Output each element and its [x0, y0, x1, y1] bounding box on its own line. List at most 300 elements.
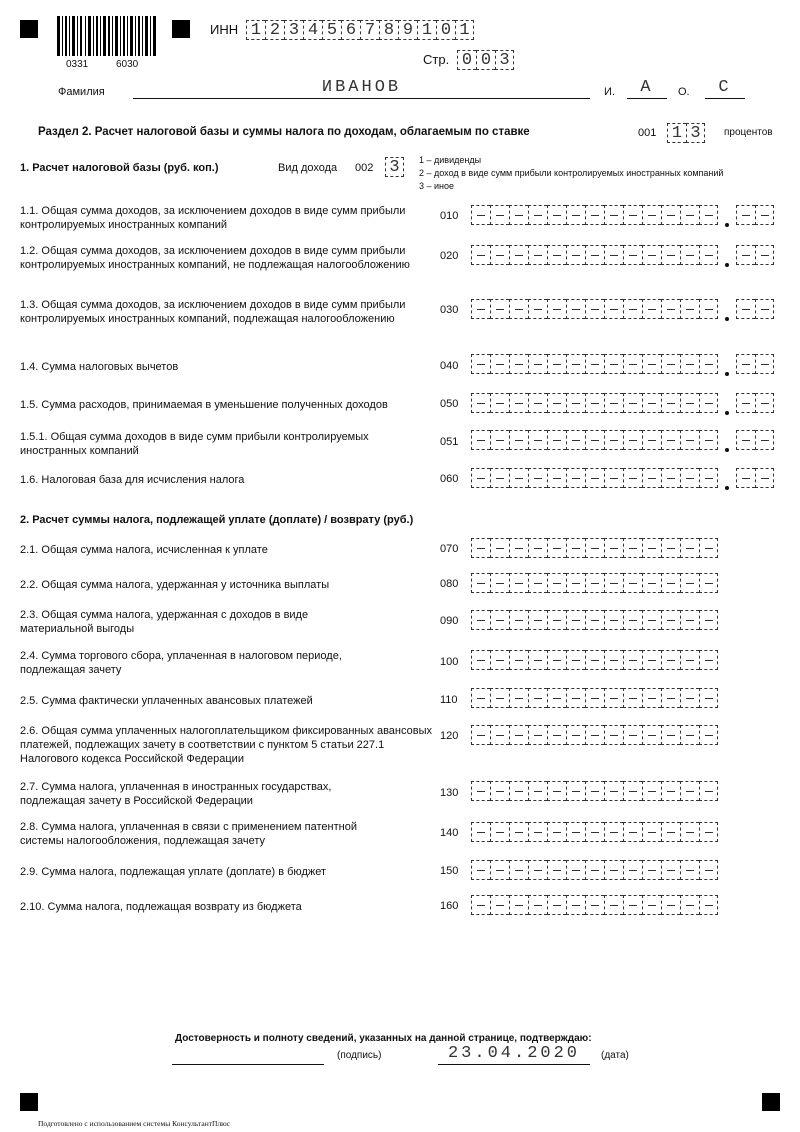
amount-field-160[interactable]	[471, 895, 718, 915]
amount-field-060[interactable]	[471, 468, 774, 488]
digit-cell	[604, 822, 623, 842]
date-value: 23.04.2020	[447, 1044, 581, 1063]
digit-cell	[585, 822, 604, 842]
inn-digit: 7	[360, 20, 379, 40]
digit-cell	[642, 688, 661, 708]
section-title: Раздел 2. Расчет налоговой базы и суммы налога по доходам, облагаемым по ставке	[38, 126, 530, 138]
digit-cell	[528, 538, 547, 558]
digit-cell	[623, 393, 642, 413]
amount-field-070[interactable]	[471, 538, 718, 558]
amount-field-120[interactable]	[471, 725, 718, 745]
rubles-cells	[471, 205, 718, 225]
digit-cell	[604, 299, 623, 319]
digit-cell	[623, 610, 642, 630]
digit-cell	[755, 430, 774, 450]
digit-cell	[528, 299, 547, 319]
digit-cell	[642, 393, 661, 413]
amount-field-040[interactable]	[471, 354, 774, 374]
amount-field-130[interactable]	[471, 781, 718, 801]
digit-cell	[604, 354, 623, 374]
digit-cell	[490, 245, 509, 265]
digit-cell	[547, 468, 566, 488]
page-number-field[interactable]	[457, 50, 514, 70]
digit-cell	[755, 354, 774, 374]
inn-digit: 4	[303, 20, 322, 40]
digit-cell	[509, 610, 528, 630]
digit-cell	[699, 538, 718, 558]
digit-cell	[661, 538, 680, 558]
amount-field-050[interactable]	[471, 393, 774, 413]
inn-digit: 5	[322, 20, 341, 40]
digit-cell	[736, 205, 755, 225]
row-code-160: 160	[440, 900, 459, 912]
digit-cell	[736, 393, 755, 413]
rate-unit: процентов	[724, 127, 773, 138]
digit-cell	[509, 430, 528, 450]
digit-cell	[623, 650, 642, 670]
digit-cell	[528, 610, 547, 630]
digit-cell	[471, 781, 490, 801]
digit-cell	[528, 430, 547, 450]
digit-cell	[566, 781, 585, 801]
digit-cell	[490, 299, 509, 319]
barcode-number-left: 0331	[66, 59, 89, 70]
row-label-150: 2.9. Сумма налога, подлежащая уплате (доплате) в бюджет	[20, 866, 327, 878]
rubles-cells	[471, 688, 718, 708]
rubles-cells	[471, 468, 718, 488]
digit-cell	[642, 430, 661, 450]
digit-cell	[547, 860, 566, 880]
digit-cell	[623, 299, 642, 319]
initial-i-field[interactable]	[627, 78, 667, 99]
digit-cell	[585, 205, 604, 225]
part1-title: 1. Расчет налоговой базы (руб. коп.)	[20, 162, 219, 174]
digit-cell	[566, 393, 585, 413]
digit-cell	[680, 725, 699, 745]
digit-cell	[680, 245, 699, 265]
digit-cell	[604, 860, 623, 880]
digit-cell	[661, 860, 680, 880]
amount-field-051[interactable]	[471, 430, 774, 450]
digit-cell	[699, 205, 718, 225]
amount-field-110[interactable]	[471, 688, 718, 708]
digit-cell	[528, 860, 547, 880]
page-digit: 0	[457, 50, 476, 70]
row-code-070: 070	[440, 543, 459, 555]
row-label-040: 1.4. Сумма налоговых вычетов	[20, 361, 179, 373]
digit-cell	[736, 468, 755, 488]
digit-cell	[755, 205, 774, 225]
digit-cell	[566, 538, 585, 558]
digit-cell	[642, 245, 661, 265]
digit-cell	[471, 538, 490, 558]
digit-cell	[699, 573, 718, 593]
digit-cell	[547, 393, 566, 413]
digit-cell	[528, 781, 547, 801]
digit-cell	[509, 781, 528, 801]
digit-cell	[471, 245, 490, 265]
digit-cell	[566, 354, 585, 374]
initial-i-label: И.	[604, 86, 615, 98]
initial-o-label: О.	[678, 86, 690, 98]
digit-cell	[680, 688, 699, 708]
digit-cell	[566, 299, 585, 319]
digit-cell	[661, 688, 680, 708]
digit-cell	[604, 895, 623, 915]
kopecks-cells	[736, 430, 774, 450]
digit-cell	[755, 468, 774, 488]
digit-cell	[509, 299, 528, 319]
digit-cell	[547, 430, 566, 450]
digit-cell	[585, 354, 604, 374]
decimal-point	[718, 393, 736, 413]
kopecks-cells	[736, 354, 774, 374]
digit-cell	[585, 860, 604, 880]
income-type-field[interactable]	[385, 157, 404, 177]
rubles-cells	[471, 610, 718, 630]
digit-cell	[566, 822, 585, 842]
digit-cell	[661, 573, 680, 593]
digit-cell	[547, 725, 566, 745]
digit-cell	[471, 895, 490, 915]
kopecks-cells	[736, 468, 774, 488]
digit-cell	[680, 781, 699, 801]
inn-digit: 1	[246, 20, 265, 40]
digit-cell	[699, 430, 718, 450]
initial-o-field[interactable]	[705, 78, 745, 99]
digit-cell	[509, 393, 528, 413]
digit-cell	[471, 688, 490, 708]
digit-cell	[604, 573, 623, 593]
digit-cell	[604, 393, 623, 413]
digit-cell	[661, 299, 680, 319]
digit-cell	[547, 205, 566, 225]
amount-field-100[interactable]	[471, 650, 718, 670]
digit-cell	[623, 205, 642, 225]
rubles-cells	[471, 860, 718, 880]
digit-cell	[623, 822, 642, 842]
digit-cell	[547, 299, 566, 319]
row-code-090: 090	[440, 615, 459, 627]
row-label-010: 1.1. Общая сумма доходов, за исключением доходов в виде сумм прибыли контролируемых иностранных компаний	[20, 205, 406, 231]
digit-cell	[490, 822, 509, 842]
rubles-cells	[471, 299, 718, 319]
digit-cell	[661, 725, 680, 745]
row-label-030: 1.3. Общая сумма доходов, за исключением доходов в виде сумм прибыли контролируемых иностранных компаний, подлежащая налогообложению	[20, 299, 406, 325]
digit-cell	[680, 650, 699, 670]
digit-cell	[547, 895, 566, 915]
row-label-120: 2.6. Общая сумма уплаченных налогоплательщиком фиксированных авансовых платежей, подлежащих зачету в соответствии с пунктом 5 статьи 227.1 Налогового кодекса Российской Федерации	[20, 725, 432, 765]
amount-field-020[interactable]	[471, 245, 774, 265]
digit-cell	[509, 822, 528, 842]
digit-cell	[528, 393, 547, 413]
digit-cell	[699, 860, 718, 880]
digit-cell	[699, 650, 718, 670]
digit-cell	[623, 895, 642, 915]
row-label-080: 2.2. Общая сумма налога, удержанная у источника выплаты	[20, 579, 330, 591]
digit-cell	[585, 688, 604, 708]
digit-cell	[661, 822, 680, 842]
surname-value: ИВАНОВ	[321, 78, 402, 97]
amount-field-080[interactable]	[471, 573, 718, 593]
digit-cell	[528, 354, 547, 374]
kopecks-cells	[736, 393, 774, 413]
digit-cell	[604, 538, 623, 558]
income-type-label: Вид дохода	[278, 162, 338, 174]
digit-cell	[490, 205, 509, 225]
digit-cell	[509, 650, 528, 670]
inn-digit: 0	[436, 20, 455, 40]
digit-cell	[471, 725, 490, 745]
rubles-cells	[471, 725, 718, 745]
rate-digit: 1	[667, 123, 686, 143]
rate-digit: 3	[686, 123, 705, 143]
digit-cell	[661, 430, 680, 450]
rubles-cells	[471, 538, 718, 558]
row-code-110: 110	[440, 694, 458, 706]
digit-cell	[471, 573, 490, 593]
signature-label: (подпись)	[337, 1050, 382, 1061]
digit-cell	[490, 725, 509, 745]
rubles-cells	[471, 822, 718, 842]
digit-cell	[604, 688, 623, 708]
digit-cell	[585, 650, 604, 670]
digit-cell	[490, 860, 509, 880]
digit-cell	[585, 895, 604, 915]
decimal-point	[718, 299, 736, 319]
digit-cell	[604, 205, 623, 225]
digit-cell	[680, 610, 699, 630]
prepared-by-note: Подготовлено с использованием системы КонсультантПлюс	[38, 1119, 231, 1128]
digit-cell	[566, 725, 585, 745]
digit-cell	[547, 538, 566, 558]
income-type-option-1: 1 – дивиденды	[419, 155, 482, 165]
digit-cell	[680, 393, 699, 413]
digit-cell	[490, 610, 509, 630]
digit-cell	[604, 781, 623, 801]
digit-cell	[566, 430, 585, 450]
surname-field[interactable]	[133, 78, 590, 99]
digit-cell	[490, 650, 509, 670]
digit-cell	[509, 245, 528, 265]
income-type-option-2: 2 – доход в виде сумм прибыли контролируемых иностранных компаний	[419, 168, 724, 178]
inn-digit: 9	[398, 20, 417, 40]
digit-cell	[471, 354, 490, 374]
digit-cell	[642, 299, 661, 319]
corner-marker-top-right	[172, 20, 190, 38]
row-label-090: 2.3. Общая сумма налога, удержанная с доходов в виде материальной выгоды	[20, 609, 309, 635]
digit-cell	[623, 860, 642, 880]
digit-cell	[509, 205, 528, 225]
decimal-point	[718, 354, 736, 374]
digit-cell	[661, 205, 680, 225]
digit-cell	[509, 573, 528, 593]
digit-cell	[509, 354, 528, 374]
digit-cell	[623, 688, 642, 708]
digit-cell	[585, 781, 604, 801]
inn-field[interactable]	[246, 20, 474, 40]
corner-marker-top-left	[20, 20, 38, 38]
digit-cell	[699, 688, 718, 708]
digit-cell	[623, 573, 642, 593]
rubles-cells	[471, 393, 718, 413]
row-code-050: 050	[440, 398, 459, 410]
rubles-cells	[471, 354, 718, 374]
digit-cell	[566, 650, 585, 670]
digit-cell	[604, 468, 623, 488]
rubles-cells	[471, 895, 718, 915]
date-label: (дата)	[601, 1050, 629, 1061]
digit-cell	[699, 468, 718, 488]
digit-cell	[699, 895, 718, 915]
digit-cell	[490, 430, 509, 450]
digit-cell	[604, 610, 623, 630]
rubles-cells	[471, 430, 718, 450]
income-type-digit: 3	[385, 157, 404, 177]
digit-cell	[471, 822, 490, 842]
barcode	[57, 16, 159, 58]
part2-title: 2. Расчет суммы налога, подлежащей уплате (доплате) / возврату (руб.)	[20, 514, 414, 526]
digit-cell	[509, 725, 528, 745]
digit-cell	[699, 725, 718, 745]
digit-cell	[661, 354, 680, 374]
digit-cell	[680, 354, 699, 374]
digit-cell	[661, 245, 680, 265]
digit-cell	[623, 354, 642, 374]
digit-cell	[661, 393, 680, 413]
income-type-option-3: 3 – иное	[419, 181, 455, 191]
amount-field-140[interactable]	[471, 822, 718, 842]
digit-cell	[566, 573, 585, 593]
surname-label: Фамилия	[58, 86, 105, 98]
digit-cell	[699, 781, 718, 801]
amount-field-030[interactable]	[471, 299, 774, 319]
row-label-140: 2.8. Сумма налога, уплаченная в связи с применением патентной системы налогообложения, подлежащая зачету	[20, 821, 357, 847]
digit-cell	[604, 245, 623, 265]
digit-cell	[699, 610, 718, 630]
digit-cell	[471, 610, 490, 630]
digit-cell	[623, 538, 642, 558]
digit-cell	[528, 468, 547, 488]
digit-cell	[680, 822, 699, 842]
digit-cell	[566, 610, 585, 630]
decimal-point	[718, 468, 736, 488]
row-code-051: 051	[440, 436, 459, 448]
digit-cell	[585, 393, 604, 413]
confirmation-text: Достоверность и полноту сведений, указанных на данной странице, подтверждаю:	[175, 1033, 592, 1044]
row-label-110: 2.5. Сумма фактически уплаченных авансовых платежей	[20, 695, 313, 707]
digit-cell	[471, 299, 490, 319]
decimal-point	[718, 245, 736, 265]
digit-cell	[604, 650, 623, 670]
digit-cell	[528, 895, 547, 915]
digit-cell	[547, 610, 566, 630]
digit-cell	[642, 610, 661, 630]
amount-field-150[interactable]	[471, 860, 718, 880]
page-digit: 0	[476, 50, 495, 70]
digit-cell	[736, 354, 755, 374]
kopecks-cells	[736, 245, 774, 265]
row-code-130: 130	[440, 787, 459, 799]
rate-code: 001	[638, 127, 657, 139]
row-code-120: 120	[440, 730, 459, 742]
amount-field-090[interactable]	[471, 610, 718, 630]
digit-cell	[642, 822, 661, 842]
digit-cell	[566, 205, 585, 225]
digit-cell	[680, 299, 699, 319]
digit-cell	[471, 393, 490, 413]
signature-field[interactable]	[172, 1050, 324, 1065]
digit-cell	[566, 688, 585, 708]
barcode-number-right: 6030	[116, 59, 139, 70]
digit-cell	[566, 860, 585, 880]
digit-cell	[471, 430, 490, 450]
amount-field-010[interactable]	[471, 205, 774, 225]
digit-cell	[623, 468, 642, 488]
digit-cell	[547, 354, 566, 374]
digit-cell	[509, 860, 528, 880]
digit-cell	[680, 895, 699, 915]
digit-cell	[528, 205, 547, 225]
digit-cell	[585, 468, 604, 488]
digit-cell	[623, 430, 642, 450]
digit-cell	[604, 725, 623, 745]
date-field[interactable]	[438, 1044, 590, 1065]
digit-cell	[661, 781, 680, 801]
digit-cell	[642, 468, 661, 488]
digit-cell	[661, 650, 680, 670]
row-label-020: 1.2. Общая сумма доходов, за исключением доходов в виде сумм прибыли контролируемых иностранных компаний, не подлежащая налогообложению	[20, 245, 410, 271]
row-code-100: 100	[440, 656, 459, 668]
digit-cell	[642, 860, 661, 880]
digit-cell	[490, 688, 509, 708]
digit-cell	[680, 430, 699, 450]
digit-cell	[509, 468, 528, 488]
digit-cell	[623, 725, 642, 745]
inn-digit: 1	[455, 20, 474, 40]
row-label-060: 1.6. Налоговая база для исчисления налога	[20, 474, 245, 486]
rate-field[interactable]	[667, 123, 705, 143]
digit-cell	[699, 245, 718, 265]
digit-cell	[755, 299, 774, 319]
digit-cell	[661, 895, 680, 915]
digit-cell	[547, 650, 566, 670]
inn-digit: 1	[417, 20, 436, 40]
row-code-030: 030	[440, 304, 459, 316]
digit-cell	[585, 573, 604, 593]
row-code-020: 020	[440, 250, 459, 262]
kopecks-cells	[736, 205, 774, 225]
corner-marker-bottom-left	[20, 1093, 38, 1111]
inn-digit: 3	[284, 20, 303, 40]
digit-cell	[585, 725, 604, 745]
digit-cell	[471, 860, 490, 880]
digit-cell	[623, 781, 642, 801]
digit-cell	[642, 725, 661, 745]
digit-cell	[585, 430, 604, 450]
digit-cell	[471, 205, 490, 225]
row-label-051: 1.5.1. Общая сумма доходов в виде сумм прибыли контролируемых иностранных компаний	[20, 431, 369, 457]
digit-cell	[642, 205, 661, 225]
digit-cell	[623, 245, 642, 265]
row-code-140: 140	[440, 827, 459, 839]
digit-cell	[528, 573, 547, 593]
decimal-point	[718, 430, 736, 450]
row-code-150: 150	[440, 865, 459, 877]
digit-cell	[566, 245, 585, 265]
digit-cell	[528, 650, 547, 670]
digit-cell	[661, 610, 680, 630]
